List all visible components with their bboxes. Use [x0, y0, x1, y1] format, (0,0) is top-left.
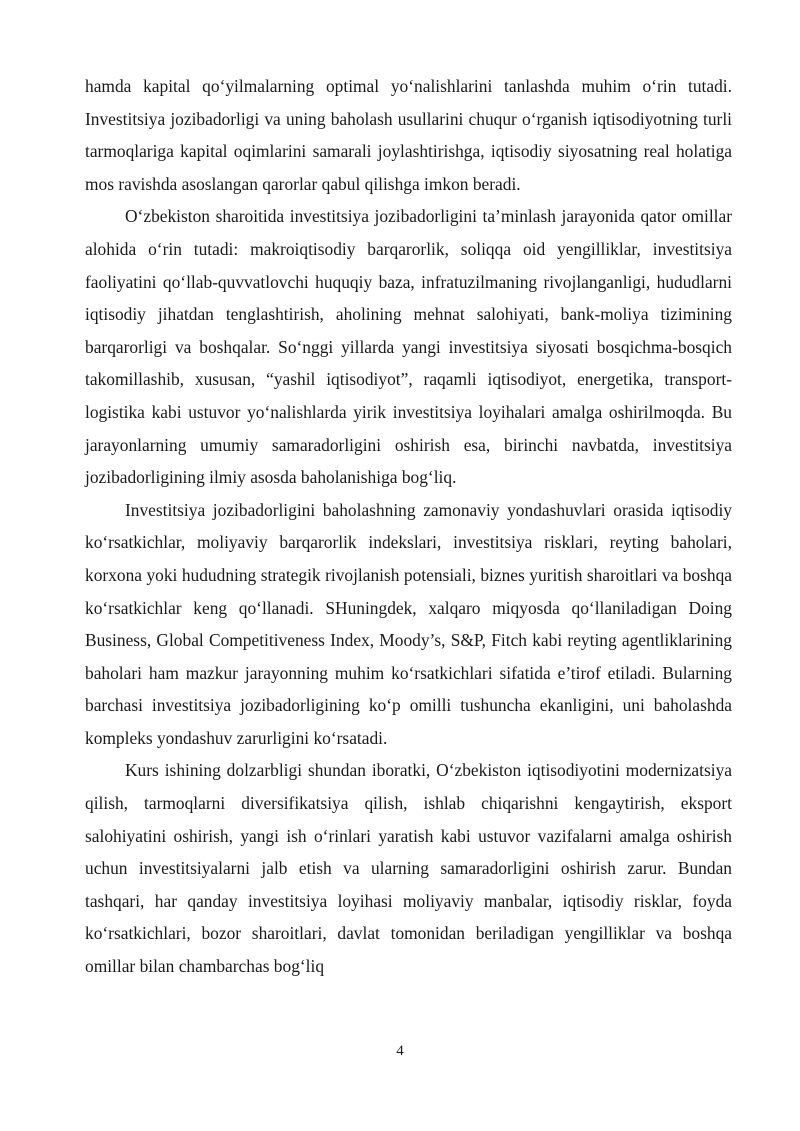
paragraph-1: hamda kapital qo‘yilmalarning optimal yo‘nalishlarini tanlashda muhim o‘rin tutadi. Investitsiya jozibadorligi va uning baholash usullarini chuqur o‘rganish iqtisodiyotning turli tarmoqlariga kapital oqimlarini samarali joylashtirishga, iqtisodiy siyosatning real holatiga mos ravishda asoslangan qarorlar qabul qilishga imkon beradi.	[85, 76, 732, 194]
document-body	[85, 70, 732, 983]
paragraph-4: Kurs ishining dolzarbligi shundan iboratki, O‘zbekiston iqtisodiyotini modernizatsiya qilish, tarmoqlarni diversifikatsiya qilish, ishlab chiqarishni kengaytirish, eksport salohiyatini oshirish, yangi ish o‘rinlari yaratish kabi ustuvor vazifalarni amalga oshirish uchun investitsiyalarni jalb etish va ularning samaradorligini oshirish zarur. Bundan tashqari, har qanday investitsiya loyihasi moliyaviy manbalar, iqtisodiy risklar, foyda ko‘rsatkichlari, bozor sharoitlari, davlat tomonidan beriladigan yengilliklar va boshqa omillar bilan chambarchas bog‘liq	[85, 760, 732, 977]
page-number: 4	[396, 1043, 404, 1059]
paragraph-2: O‘zbekiston sharoitida investitsiya jozibadorligini ta’minlash jarayonida qator omillar alohida o‘rin tutadi: makroiqtisodiy barqarorlik, soliqqa oid yengilliklar, investitsiya faoliyatini qo‘llab-quvvatlovchi huquqiy baza, infratuzilmaning rivojlanganligi, hududlarni iqtisodiy jihatdan tenglashtirish, aholining mehnat salohiyati, bank-moliya tizimining barqarorligi va boshqalar. So‘nggi yillarda yangi investitsiya siyosati bosqichma-bosqich takomillashib, xususan, “yashil iqtisodiyot”, raqamli iqtisodiyot, energetika, transport-logistika kabi ustuvor yo‘nalishlarda yirik investitsiya loyihalari amalga oshirilmoqda. Bu jarayonlarning umumiy samaradorligini oshirish esa, birinchi navbatda, investitsiya jozibadorligining ilmiy asosda baholanishiga bog‘liq.	[85, 206, 732, 488]
paragraph-3: Investitsiya jozibadorligini baholashning zamonaviy yondashuvlari orasida iqtisodiy ko‘rsatkichlar, moliyaviy barqarorlik indekslari, investitsiya risklari, reyting baholari, korxona yoki hududning strategik rivojlanish potensiali, biznes yuritish sharoitlari va boshqa ko‘rsatkichlar keng qo‘llanadi. SHuningdek, xalqaro miqyosda qo‘llaniladigan Doing Business, Global Competitiveness Index, Moody’s, S&P, Fitch kabi reyting agentliklarining baholari ham mazkur jarayonning muhim ko‘rsatkichlari sifatida e’tirof etiladi. Bularning barchasi investitsiya jozibadorligining ko‘p omilli tushuncha ekanligini, uni baholashda kompleks yondashuv zarurligini ko‘rsatadi.	[85, 499, 732, 748]
